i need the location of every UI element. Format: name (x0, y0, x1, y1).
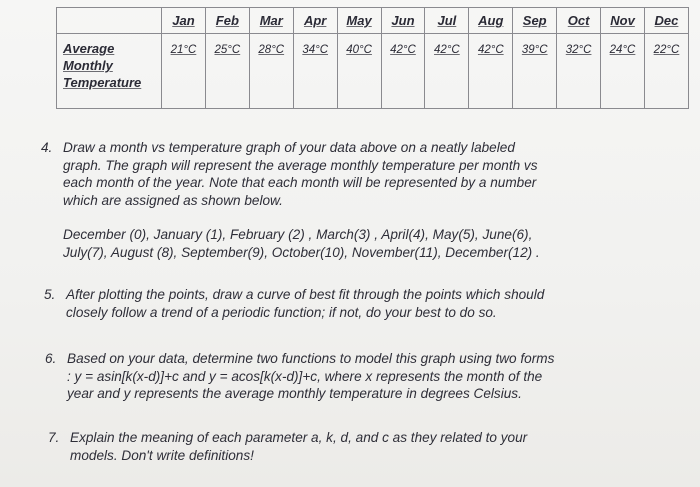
question-number: 6. (45, 351, 57, 366)
month-numbering-line: July(7), August (8), September(9), October(10), November(11), December(12) . (63, 244, 540, 260)
month-header: Oct (557, 8, 601, 34)
question-number: 7. (48, 430, 60, 445)
month-header: Nov (601, 8, 645, 34)
month-header: Dec (644, 8, 688, 34)
month-header: Mar (249, 8, 293, 34)
question-line: graph. The graph will represent the average monthly temperature per month vs (63, 157, 538, 173)
month-header: Aug (469, 8, 513, 34)
temperature-table (56, 7, 689, 109)
temperature-value: 42°C (381, 34, 425, 109)
month-numbering-line: December (0), January (1), February (2) , March(3) , April(4), May(5), June(6), (63, 227, 533, 242)
month-header: Jan (162, 8, 206, 34)
temperature-value: 28°C (249, 34, 293, 109)
month-header: Jul (425, 8, 469, 34)
month-header: Sep (513, 8, 557, 34)
question-number: 5. (44, 287, 56, 302)
question-line: closely follow a trend of a periodic function; if not, do your best to do so. (66, 304, 497, 320)
temperature-value: 24°C (601, 34, 645, 109)
temperature-value: 34°C (293, 34, 337, 109)
temperature-value: 42°C (425, 34, 469, 109)
temperature-value: 25°C (205, 34, 249, 109)
table-header-row (57, 8, 689, 34)
question-line: Draw a month vs temperature graph of your data above on a neatly labeled (63, 140, 515, 155)
question-line: Based on your data, determine two functions to model this graph using two forms (67, 351, 555, 366)
question-line: After plotting the points, draw a curve of best fit through the points which should (66, 287, 545, 302)
question-5 (44, 286, 688, 321)
month-header: Feb (205, 8, 249, 34)
temperature-value: 21°C (162, 34, 206, 109)
question-line: year and y represents the average monthly temperature in degrees Celsius. (67, 386, 522, 401)
temperature-value: 42°C (469, 34, 513, 109)
temperature-value: 32°C (557, 34, 601, 109)
month-header: May (337, 8, 381, 34)
table-corner-cell (57, 8, 162, 34)
question-line: which are assigned as shown below. (63, 192, 283, 208)
temperature-value: 39°C (513, 34, 557, 109)
question-line: each month of the year. Note that each month will be represented by a number (63, 175, 537, 190)
question-4 (41, 139, 688, 261)
question-line: Explain the meaning of each parameter a, k, d, and c as they related to your (70, 430, 528, 445)
question-6 (45, 350, 688, 403)
month-header: Jun (381, 8, 425, 34)
temperature-value: 40°C (337, 34, 381, 109)
month-header: Apr (293, 8, 337, 34)
table-data-row (57, 34, 689, 109)
row-label: Average Monthly Temperature (57, 34, 162, 109)
question-line: : y = asin[k(x-d)]+c and y = acos[k(x-d)]+c, where x represents the month of the (67, 368, 543, 384)
question-line: models. Don't write definitions! (70, 447, 254, 463)
question-7 (48, 429, 688, 464)
question-number: 4. (41, 140, 53, 155)
temperature-value: 22°C (644, 34, 688, 109)
